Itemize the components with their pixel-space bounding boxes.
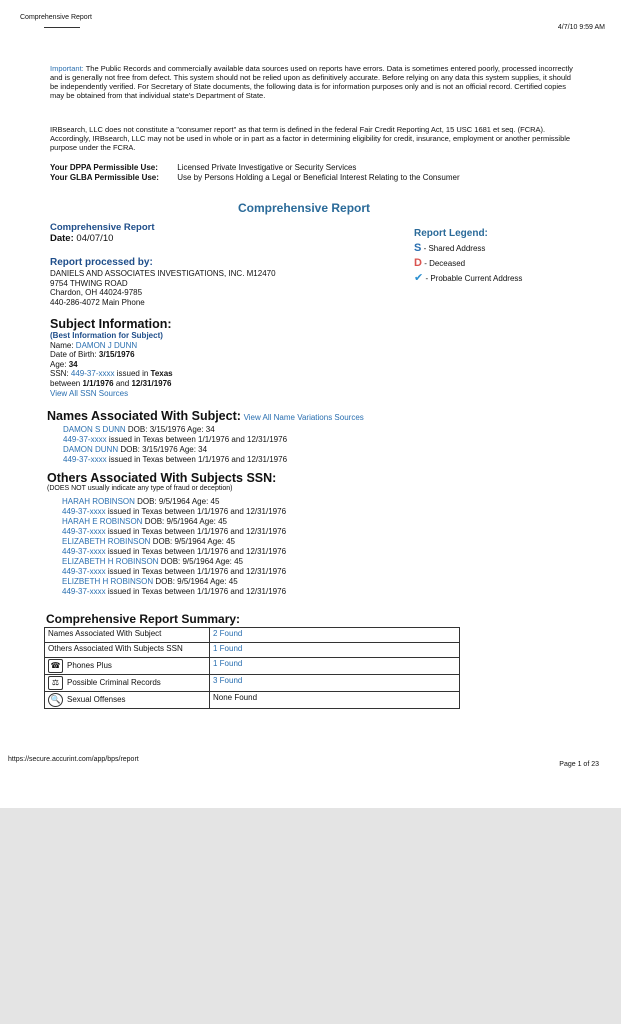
report-title: Comprehensive Report [50,222,155,233]
dppa-value: Licensed Private Investigative or Security Services [177,163,357,172]
subject-title: Subject Information: [50,317,172,331]
list-item [62,537,286,547]
age-label: Age: [50,359,67,369]
processed-city: Chardon, OH 44024-9785 [50,288,143,298]
report-title-block [50,222,155,244]
table-row [45,658,460,675]
name-variations-link[interactable]: View All Name Variations Sources [243,413,364,422]
name-meta: DOB: 3/15/1976 Age: 34 [120,445,208,454]
name-link[interactable]: DAMON S DUNN [63,425,126,434]
table-row [45,643,460,658]
legend-probable-label: - Probable Current Address [425,274,523,283]
ssn-issued: issued in Texas between 1/1/1976 and 12/31/1976 [107,587,287,596]
ssn-issued: issued in Texas between 1/1/1976 and 12/31/1976 [107,547,287,556]
name-link[interactable]: ELIZBETH H ROBINSON [62,577,154,586]
dppa-label: Your DPPA Permissible Use: [50,163,158,172]
list-item [63,445,287,455]
summary-value-link[interactable]: 3 Found [210,675,460,692]
list-item [63,425,287,435]
summary-table [44,627,460,709]
list-item [62,587,286,597]
others-title: Others Associated With Subjects SSN: [47,471,277,485]
name-meta: DOB: 3/15/1976 Age: 34 [127,425,215,434]
processed-company: DANIELS AND ASSOCIATES INVESTIGATIONS, INC. M12470 [50,269,276,278]
scales-icon: ⚖ [48,676,63,690]
report-legend [414,226,522,286]
glba-value: Use by Persons Holding a Legal or Beneficial Interest Relating to the Consumer [177,173,460,182]
subject-state: Texas [150,369,173,379]
list-item [62,567,286,577]
best-info: (Best Information for Subject) [50,331,163,340]
subject-ssn[interactable]: 449-37-xxxx [70,369,115,379]
legend-deceased [414,256,522,271]
ssn-link[interactable]: 449-37-xxxx [63,455,107,464]
irb-disclaimer: IRBsearch, LLC does not constitute a "consumer report" as that term is defined in the federal Fair Credit Reporting Act, 15 USC 1681 et seq. (FCRA). Accordingly, IRBsearch, LLC may not be used in whole or in part as a factor in determining eligibility for credit, insurance, employment or another permissible purpose under the FCRA. [50,125,571,152]
others-note: (DOES NOT usually indicate any type of fraud or deception) [47,485,233,492]
names-title: Names Associated With Subject: [47,409,241,423]
subject-dob: 3/15/1976 [98,350,135,360]
summary-label: Others Associated With Subjects SSN [45,643,210,658]
table-row [45,628,460,643]
name-label: Name: [50,340,74,350]
name-link[interactable]: ELIZABETH ROBINSON [62,537,151,546]
glba-use [50,173,460,182]
ssn-link[interactable]: 449-37-xxxx [62,527,106,536]
name-meta: DOB: 9/5/1964 Age: 45 [160,557,243,566]
name-meta: DOB: 9/5/1964 Age: 45 [152,537,235,546]
summary-label: Possible Criminal Records [67,678,161,688]
list-item [63,435,287,445]
legend-shared-label: - Shared Address [423,244,486,253]
names-section-header [47,411,364,423]
scan-background [0,808,621,1024]
summary-value-link[interactable]: 2 Found [210,628,460,643]
footer-page-number: Page 1 of 23 [559,761,599,768]
page-header-datetime: 4/7/10 9:59 AM [557,24,605,31]
summary-value-link[interactable]: 1 Found [210,643,460,658]
name-meta: DOB: 9/5/1964 Age: 45 [137,497,220,506]
view-ssn-sources-link[interactable]: View All SSN Sources [50,388,129,398]
ssn-issued: issued in Texas between 1/1/1976 and 12/31/1976 [108,435,288,444]
deceased-icon: D [414,257,422,269]
processed-title: Report processed by: [50,257,153,268]
important-notice [50,64,575,100]
important-text: The Public Records and commercially available data sources used on reports have errors. Data is sometimes entered poorly, processed incorrectly and is generally not free from defect. This system should not be relied upon as definitively accurate. Before relying on any data this system supplies, it should be independently verified. For Secretary of State documents, the following data is for information purposes only and is not an official record. Certified copies may be obtained from that individual state's Department of State. [50,64,573,100]
name-link[interactable]: HARAH ROBINSON [62,497,135,506]
phone-icon: ☎ [48,659,63,673]
table-row [45,675,460,692]
dppa-use [50,163,356,172]
ssn-link[interactable]: 449-37-xxxx [62,587,106,596]
name-link[interactable]: HARAH E ROBINSON [62,517,143,526]
list-item [62,527,286,537]
footer-url: https://secure.accurint.com/app/bps/report [8,756,139,763]
ssn-issued: issued in Texas between 1/1/1976 and 12/31/1976 [108,455,288,464]
legend-probable [414,271,522,286]
magnifier-icon: 🔍 [48,693,63,707]
summary-value-link[interactable]: 1 Found [210,658,460,675]
subject-info [50,317,173,398]
ssn-issued: issued in Texas between 1/1/1976 and 12/31/1976 [107,567,287,576]
name-meta: DOB: 9/5/1964 Age: 45 [155,577,238,586]
name-link[interactable]: DAMON DUNN [63,445,119,454]
report-center-title: Comprehensive Report [238,201,371,215]
page-header-title: Comprehensive Report [20,14,92,21]
ssn-link[interactable]: 449-37-xxxx [62,547,106,556]
others-section-header [47,473,276,493]
list-item [62,547,286,557]
glba-label: Your GLBA Permissible Use: [50,173,159,182]
names-list [63,425,287,465]
list-item [62,497,286,507]
between-label: between [50,378,81,388]
report-date: 04/07/10 [76,233,114,244]
ssn-label: SSN: [50,369,69,379]
processed-phone: 440-286-4072 Main Phone [50,297,145,307]
ssn-from: 1/1/1976 [82,378,114,388]
important-label: Important: [50,64,84,73]
list-item [62,557,286,567]
summary-label: Sexual Offenses [67,695,126,705]
summary-label: Phones Plus [67,661,112,671]
ssn-issued: issued in Texas between 1/1/1976 and 12/31/1976 [107,507,287,516]
processed-street: 9754 THWING ROAD [50,278,128,288]
list-item [62,577,286,587]
shared-address-icon: S [414,242,422,254]
name-link[interactable]: ELIZABETH H ROBINSON [62,557,159,566]
ssn-to: 12/31/1976 [131,378,172,388]
issued-in: issued in [116,369,149,379]
summary-value: None Found [210,692,460,709]
legend-title: Report Legend: [414,228,488,239]
list-item [62,517,286,527]
processed-by [50,257,276,307]
dob-label: Date of Birth: [50,350,97,360]
ssn-issued: issued in Texas between 1/1/1976 and 12/31/1976 [107,527,287,536]
list-item [62,507,286,517]
subject-age: 34 [68,359,78,369]
ssn-link[interactable]: 449-37-xxxx [62,567,106,576]
ssn-link[interactable]: 449-37-xxxx [62,507,106,516]
list-item [63,455,287,465]
subject-name[interactable]: DAMON J DUNN [75,340,138,350]
legend-shared [414,241,522,256]
check-icon: ✔ [414,272,424,284]
and-label: and [115,378,130,388]
header-underline [44,27,80,28]
ssn-link[interactable]: 449-37-xxxx [63,435,107,444]
name-meta: DOB: 9/5/1964 Age: 45 [144,517,227,526]
summary-label: Names Associated With Subject [45,628,210,643]
others-list [62,497,286,597]
table-row [45,692,460,709]
date-label: Date: [50,233,74,244]
legend-deceased-label: - Deceased [424,259,466,268]
summary-title: Comprehensive Report Summary: [46,612,241,626]
